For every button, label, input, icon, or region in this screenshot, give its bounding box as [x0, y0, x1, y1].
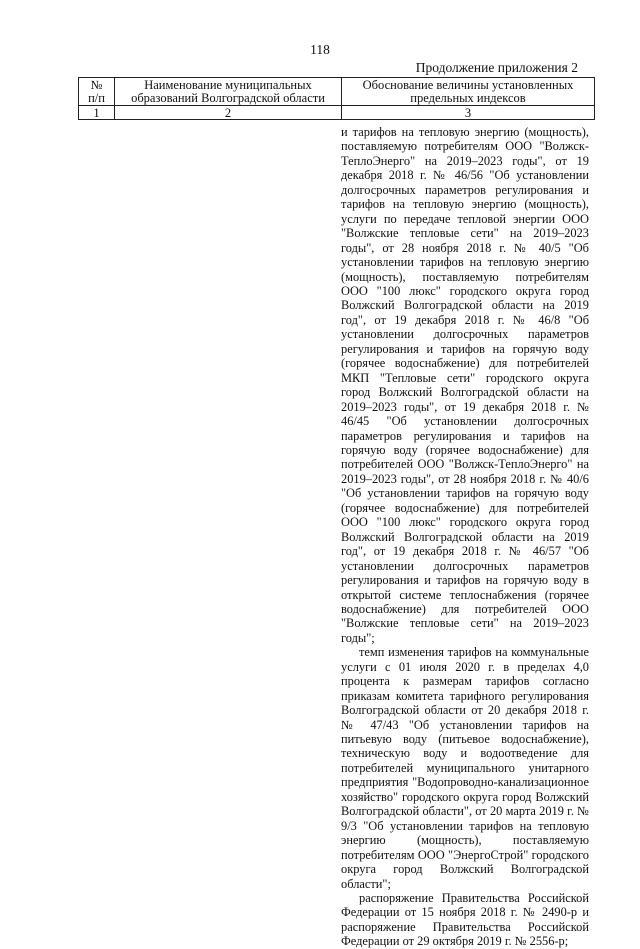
- header-cell-number: [78, 77, 115, 106]
- column-number-3: 3: [341, 105, 595, 120]
- paragraph-government-orders: распоряжение Правительства Российской Федерации от 15 ноября 2018 г. № 2490-р и распоряжение Правительства Российской Федерации от 29 октября 2019 г. № 2556-р;: [341, 891, 589, 949]
- appendix-table: [78, 77, 596, 120]
- column-number-2: 2: [114, 105, 342, 120]
- header-number-line-2: п/п: [88, 91, 105, 105]
- paragraph-tariff-change: темп изменения тарифов на коммунальные услуги с 01 июля 2020 г. в пределах 4,0 процента к размерам тарифов согласно приказам комитета тарифного регулирования Волгоградской области от 20 декабря 2018 г. № 47/43 "Об установлении тарифов на питьевую воду (питьевое водоснабжение), техническую воду и водоотведение для потребителей муниципального унитарного предприятия "Водопроводно-канализационное хозяйство" городского округа город Волжский Волгоградской области", от 20 марта 2019 г. № 9/3 "Об установлении тарифов на тепловую энергию (мощность), поставляемую потребителям ООО "ЭнергоСтрой" городского округа город Волжский Волгоградской области";: [341, 645, 589, 891]
- header-municipality-line-2: образований Волгоградской области: [131, 91, 325, 105]
- header-justification-line-2: предельных индексов: [410, 91, 526, 105]
- column-number-1: 1: [78, 105, 115, 120]
- header-cell-municipality: [114, 77, 342, 106]
- justification-text: [341, 125, 589, 949]
- header-number-line-1: №: [90, 78, 103, 92]
- continuation-label: Продолжение приложения 2: [415, 60, 578, 75]
- header-justification-line-1: Обоснование величины установленных: [362, 78, 574, 92]
- header-cell-justification: [341, 77, 595, 106]
- table-column-number-row: [78, 106, 596, 120]
- header-municipality-line-1: Наименование муниципальных: [144, 78, 312, 92]
- paragraph-continued: и тарифов на тепловую энергию (мощность), поставляемую потребителям ООО "Волжск-ТеплоЭнерго" на 2019–2023 годы", от 19 декабря 2018 г. № 46/56 "Об установлении долгосрочных параметров регулирования и тарифов на тепловую энергию (мощность), услуги по передаче тепловой энергии ООО "Волжские тепловые сети" на 2019–2023 годы", от 28 ноября 2018 г. № 40/5 "Об установлении тарифов на тепловую энергию (мощность), поставляемую потребителям ООО "100 люкс" городского округа город Волжский Волгоградской области на 2019 год", от 19 декабря 2018 г. № 46/8 "Об установлении долгосрочных параметров регулирования и тарифов на горячую воду (горячее водоснабжение) для потребителей МКП "Тепловые сети" городского округа город Волжский Волгоградской области на 2019–2023 годы", от 19 декабря 2018 г. № 46/45 "Об установлении долгосрочных параметров регулирования и тарифов на горячую воду (горячее водоснабжение) для потребителей ООО "Волжск-ТеплоЭнерго" на 2019–2023 годы", от 28 ноября 2018 г. № 40/6 "Об установлении тарифов на горячую воду (горячее водоснабжение) для потребителей ООО "100 люкс" городского округа город Волжский Волгоградской области на 2019 год", от 19 декабря 2018 г. № 46/57 "Об установлении долгосрочных параметров регулирования и тарифов на горячую воду в открытой системе теплоснабжения (горячее водоснабжение) для потребителей ООО "Волжские тепловые сети" на 2019–2023 годы";: [341, 125, 589, 645]
- page-number: 118: [310, 42, 330, 57]
- table-header-row: [78, 77, 596, 106]
